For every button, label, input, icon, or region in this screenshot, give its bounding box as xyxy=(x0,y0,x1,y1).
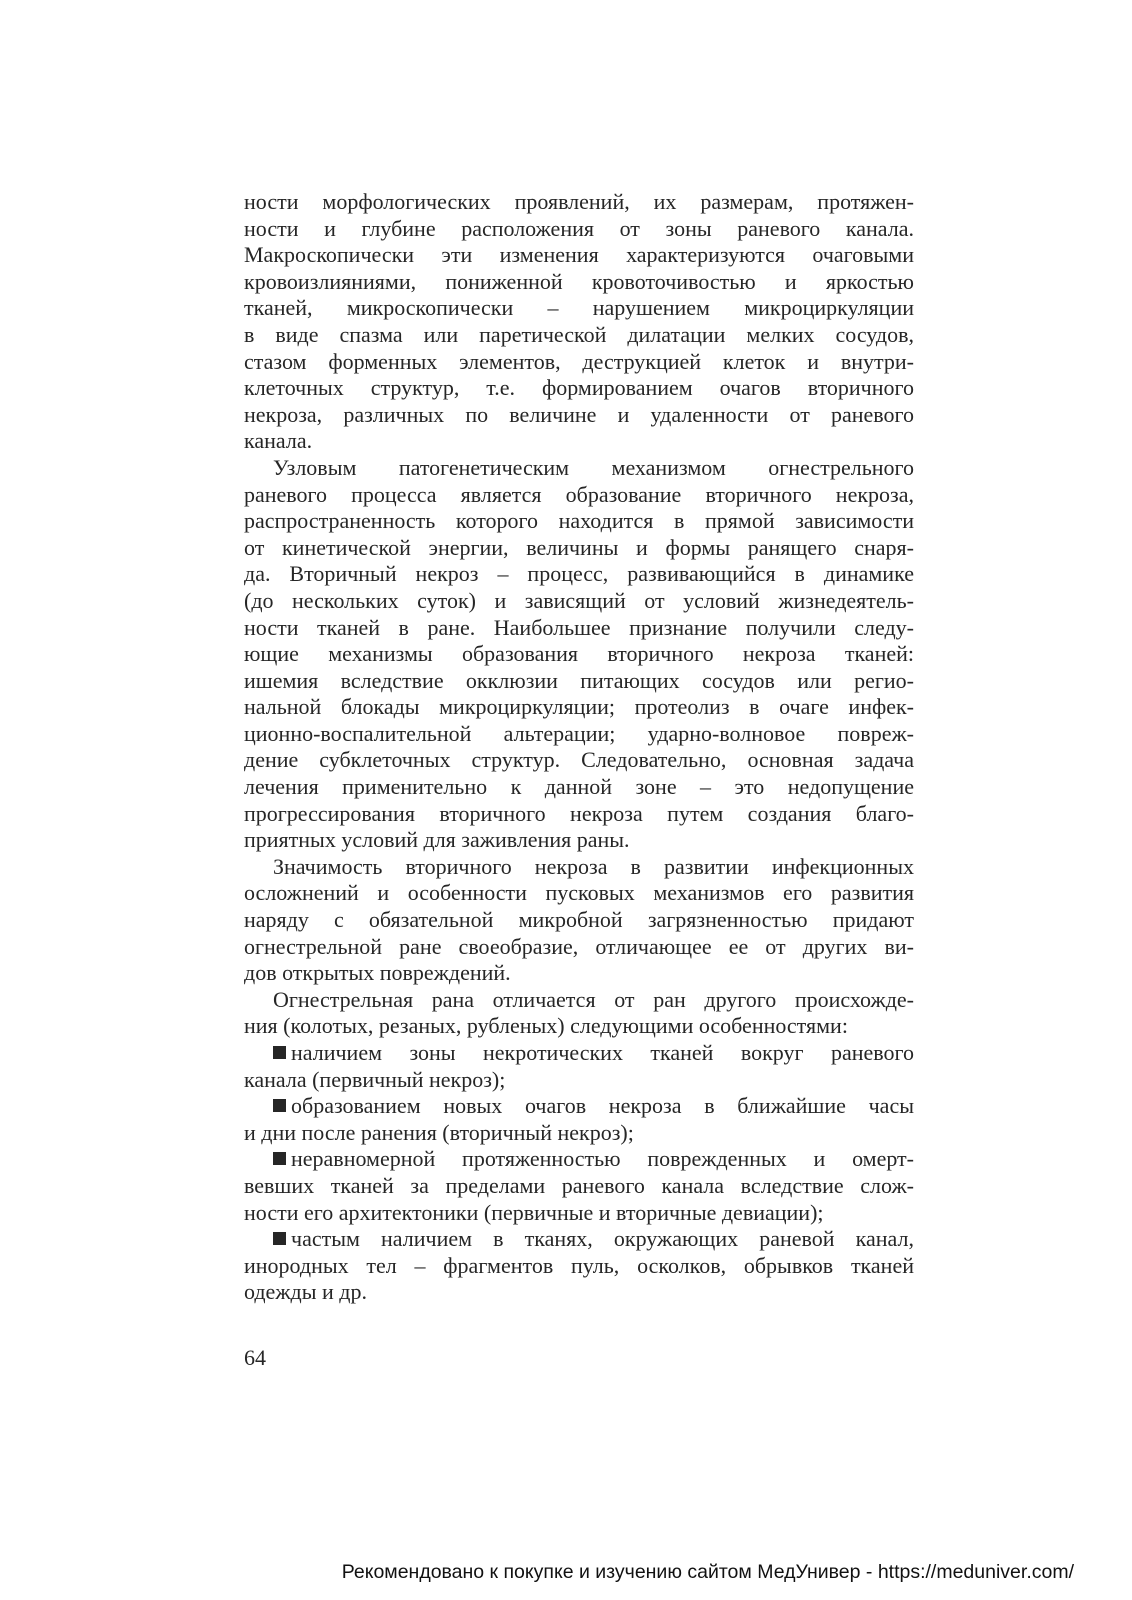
text-line: Огнестрельная рана отличается от ран другого происхожде- xyxy=(273,986,914,1012)
text-line: раневого процесса является образование вторичного некроза, xyxy=(244,481,914,507)
text-line: одежды и др. xyxy=(244,1279,367,1305)
text-line: распространенность которого находится в прямой зависимости xyxy=(244,508,914,534)
text-line: (до нескольких суток) и зависящий от условий жизнедеятель- xyxy=(244,587,914,613)
text-line: ния (колотых, резаных, рубленых) следующими особенностями: xyxy=(244,1013,848,1039)
text-line: ности морфологических проявлений, их размерам, протяжен- xyxy=(244,189,914,214)
list-item xyxy=(244,1146,914,1226)
bullet-text: образованием новых очагов некроза в ближайшие часы xyxy=(291,1093,914,1119)
text-line: ющие механизмы образования вторичного некроза тканей: xyxy=(244,641,914,667)
page-number: 64 xyxy=(244,1345,266,1370)
text-line: Значимость вторичного некроза в развитии инфекционных xyxy=(273,853,914,879)
paragraph-4 xyxy=(244,987,914,1040)
text-line: от кинетической энергии, величины и формы ранящего снаря- xyxy=(244,534,914,560)
text-line xyxy=(244,1146,914,1173)
text-line: дов открытых повреждений. xyxy=(244,960,511,986)
square-bullet-icon xyxy=(273,1232,286,1245)
text-line: в виде спазма или паретической дилатации мелких сосудов, xyxy=(244,321,914,347)
text-line: вевших тканей за пределами раневого канала вследствие слож- xyxy=(244,1172,914,1198)
text-line: клеточных структур, т.е. формированием очагов вторичного xyxy=(244,375,914,401)
paragraph-3 xyxy=(244,854,914,987)
text-line: канала. xyxy=(244,428,313,454)
text-line: Узловым патогенетическим механизмом огнестрельного xyxy=(273,454,914,480)
text-line: ности тканей в ране. Наибольшее признание получили следу- xyxy=(244,614,914,640)
text-line: ишемия вследствие окклюзии питающих сосудов или регио- xyxy=(244,667,914,693)
text-line: огнестрельной ране своеобразие, отличающее ее от других ви- xyxy=(244,933,914,959)
bullet-text: наличием зоны некротических тканей вокруг раневого xyxy=(291,1040,914,1065)
text-line: и дни после ранения (вторичный некроз); xyxy=(244,1119,634,1145)
text-line xyxy=(244,1226,914,1253)
list-item xyxy=(244,1226,914,1306)
square-bullet-icon xyxy=(273,1046,286,1059)
text-line: некроза, различных по величине и удаленности от раневого xyxy=(244,401,914,427)
body-text xyxy=(244,189,914,1306)
paragraph-2 xyxy=(244,455,914,854)
text-line: осложнений и особенности пусковых механизмов его развития xyxy=(244,880,914,906)
footer-recommendation: Рекомендовано к покупке и изучению сайтом МедУнивер - https://meduniver.com/ xyxy=(341,1561,1074,1583)
text-line: лечения применительно к данной зоне – это недопущение xyxy=(244,774,914,800)
text-line: инородных тел – фрагментов пуль, осколков, обрывков тканей xyxy=(244,1252,914,1278)
text-line xyxy=(244,1040,914,1067)
text-line: приятных условий для заживления раны. xyxy=(244,827,630,853)
text-line: тканей, микроскопически – нарушением микроциркуляции xyxy=(244,295,914,321)
text-line: Макроскопически эти изменения характеризуются очаговыми xyxy=(244,242,914,268)
text-line: ности его архитектоники (первичные и вторичные девиации); xyxy=(244,1199,824,1225)
text-line: наряду с обязательной микробной загрязненностью придают xyxy=(244,907,914,933)
text-line: нальной блокады микроциркуляции; протеолиз в очаге инфек- xyxy=(244,694,914,720)
text-line: канала (первичный некроз); xyxy=(244,1066,506,1092)
bullet-list xyxy=(244,1040,914,1306)
text-line: ционно-воспалительной альтерации; ударно-волновое повреж- xyxy=(244,720,914,746)
text-line xyxy=(244,1093,914,1120)
text-line: стазом форменных элементов, деструкцией клеток и внутри- xyxy=(244,348,914,374)
list-item xyxy=(244,1093,914,1146)
text-line: прогрессирования вторичного некроза путем создания благо- xyxy=(244,800,914,826)
bullet-text: неравномерной протяженностью поврежденных и омерт- xyxy=(291,1146,914,1172)
list-item xyxy=(244,1040,914,1093)
square-bullet-icon xyxy=(273,1099,286,1112)
text-line: кровоизлияниями, пониженной кровоточивостью и яркостью xyxy=(244,268,914,294)
bullet-text: частым наличием в тканях, окружающих раневой канал, xyxy=(291,1226,914,1252)
text-line: да. Вторичный некроз – процесс, развивающийся в динамике xyxy=(244,561,914,587)
text-line: ности и глубине расположения от зоны раневого канала. xyxy=(244,215,914,241)
square-bullet-icon xyxy=(273,1152,286,1165)
paragraph-1 xyxy=(244,189,914,455)
text-line: дение субклеточных структур. Следовательно, основная задача xyxy=(244,747,914,773)
